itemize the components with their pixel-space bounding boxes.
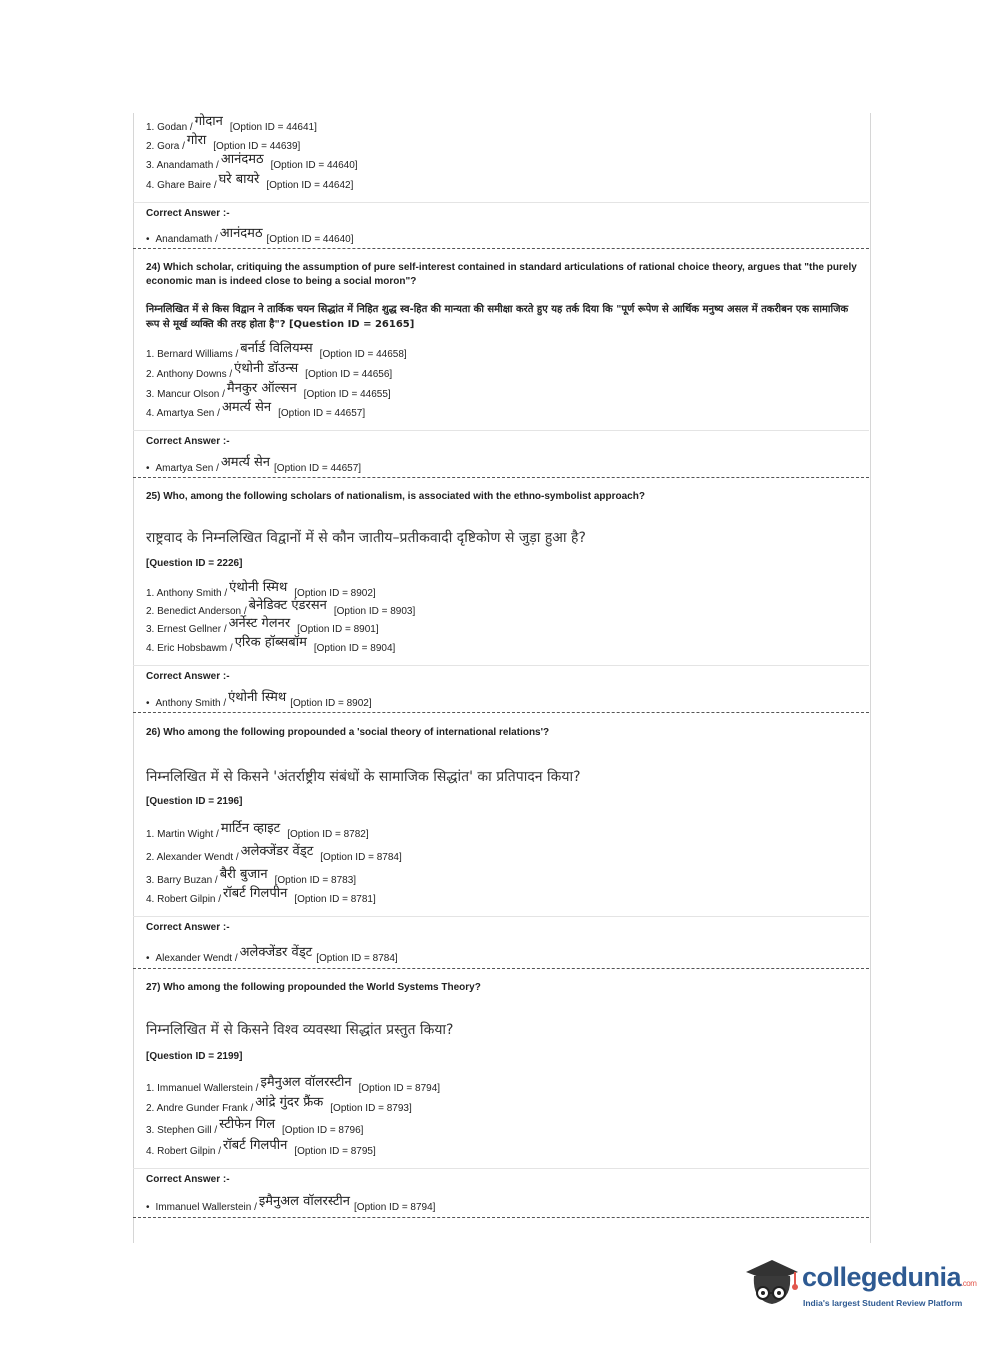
question-text-hi: निम्नलिखित में से किस विद्वान ने तार्किक चयन सिद्धांत में निहित शुद्ध स्व-हित की मान्यता की समीक्षा करते हुए यह तर्क दिया कि "पूर्ण रूपेण से आर्थिक मनुष्य असल में तकरीबन एक सामाजिक रूप से मूर्ख व्यक्ति की तरह होता है"? [Question ID = 26165]: [146, 304, 849, 330]
option-row: 1. Martin Wight / मार्टिन व्हाइट [Option ID = 8782]: [146, 821, 369, 840]
logo-tagline: India's largest Student Review Platform: [803, 1298, 963, 1308]
correct-answer: • Anthony Smith / एंथोनी स्मिथ [Option ID = 8902]: [146, 690, 372, 709]
question-separator: [133, 1217, 869, 1218]
option-row: 3. Anandamath / आनंदमठ [Option ID = 44640]: [146, 152, 358, 171]
divider: [133, 430, 869, 431]
correct-answer-label: Correct Answer :-: [146, 436, 230, 447]
question-text-en: 25) Who, among the following scholars of nationalism, is associated with the ethno-symbolist approach?: [146, 491, 645, 502]
question-separator: [133, 248, 869, 249]
correct-answer: • Alexander Wendt / अलेक्जेंडर वेंड्ट [Option ID = 8784]: [146, 945, 398, 964]
question-id: [Question ID = 2199]: [146, 1051, 243, 1062]
question-separator: [133, 968, 869, 969]
question-text-en: 27) Who among the following propounded the World Systems Theory?: [146, 982, 481, 993]
correct-answer-label: Correct Answer :-: [146, 208, 230, 219]
question-text-en: 24) Which scholar, critiquing the assumption of pure self-interest contained in standard articulations of rational choice theory, argues that "the purely economic man is indeed close to being a social moron"?: [146, 262, 857, 287]
question-separator: [133, 477, 869, 478]
divider: [133, 202, 869, 203]
option-row: 3. Stephen Gill / स्टीफेन गिल [Option ID = 8796]: [146, 1117, 364, 1136]
logo-wordmark: collegedunia.com: [802, 1262, 977, 1292]
correct-answer: • Immanuel Wallerstein / इमैनुअल वॉलरस्टीन [Option ID = 8794]: [146, 1194, 436, 1213]
correct-answer: • Anandamath / आनंदमठ [Option ID = 44640]: [146, 226, 354, 245]
correct-answer-label: Correct Answer :-: [146, 1174, 230, 1185]
question-separator: [133, 712, 869, 713]
option-row: 4. Robert Gilpin / रॉबर्ट गिलपीन [Option ID = 8795]: [146, 1138, 376, 1157]
option-row: 2. Benedict Anderson / बेनेडिक्ट एंडरसन [Option ID = 8903]: [146, 598, 416, 617]
option-row: 1. Bernard Williams / बर्नार्ड विलियम्स [Option ID = 44658]: [146, 341, 407, 360]
option-row: 1. Godan / गोदान [Option ID = 44641]: [146, 114, 317, 133]
option-row: 4. Amartya Sen / अमर्त्य सेन [Option ID = 44657]: [146, 400, 366, 419]
option-row: 2. Andre Gunder Frank / आंद्रे गुंदर फ्रैंक [Option ID = 8793]: [146, 1095, 412, 1114]
option-row: 4. Robert Gilpin / रॉबर्ट गिलपीन [Option ID = 8781]: [146, 886, 376, 905]
question-text-hi: राष्ट्रवाद के निम्नलिखित विद्वानों में से कौन जातीय–प्रतीकवादी दृष्टिकोण से जुड़ा हुआ है?: [146, 530, 586, 546]
mascot-icon: [746, 1260, 798, 1304]
option-row: 4. Eric Hobsbawm / एरिक हॉब्सबॉम [Option ID = 8904]: [146, 635, 396, 654]
divider: [133, 665, 869, 666]
option-row: 2. Alexander Wendt / अलेक्जेंडर वेंड्ट [Option ID = 8784]: [146, 844, 402, 863]
question-id: [Question ID = 2226]: [146, 558, 243, 569]
option-row: 1. Anthony Smith / एंथोनी स्मिथ [Option ID = 8902]: [146, 580, 376, 599]
option-row: 2. Gora / गोरा [Option ID = 44639]: [146, 133, 301, 152]
divider: [133, 1168, 869, 1169]
option-row: 4. Ghare Baire / घरे बायरे [Option ID = 44642]: [146, 172, 354, 191]
question-id: [Question ID = 2196]: [146, 796, 243, 807]
question-text-hi: निम्नलिखित में से किसने विश्व व्यवस्था सिद्धांत प्रस्तुत किया?: [146, 1022, 454, 1038]
option-row: 3. Mancur Olson / मैनकुर ऑल्सन [Option ID = 44655]: [146, 381, 391, 400]
divider: [133, 916, 869, 917]
question-text-hi: निम्नलिखित में से किसने 'अंतर्राष्ट्रीय संबंधों के सामाजिक सिद्धांत' का प्रतिपादन किया?: [146, 769, 581, 785]
correct-answer: • Amartya Sen / अमर्त्य सेन [Option ID = 44657]: [146, 455, 362, 474]
correct-answer-label: Correct Answer :-: [146, 671, 230, 682]
question-text-en: 26) Who among the following propounded a 'social theory of international relations'?: [146, 727, 550, 738]
option-row: 1. Immanuel Wallerstein / इमैनुअल वॉलरस्टीन [Option ID = 8794]: [146, 1075, 441, 1094]
option-row: 3. Ernest Gellner / अर्नेस्ट गेलनर [Option ID = 8901]: [146, 616, 379, 635]
correct-answer-label: Correct Answer :-: [146, 922, 230, 933]
option-row: 2. Anthony Downs / एंथोनी डॉउन्स [Option ID = 44656]: [146, 361, 393, 380]
option-row: 3. Barry Buzan / बैरी बुजान [Option ID = 8783]: [146, 867, 357, 886]
